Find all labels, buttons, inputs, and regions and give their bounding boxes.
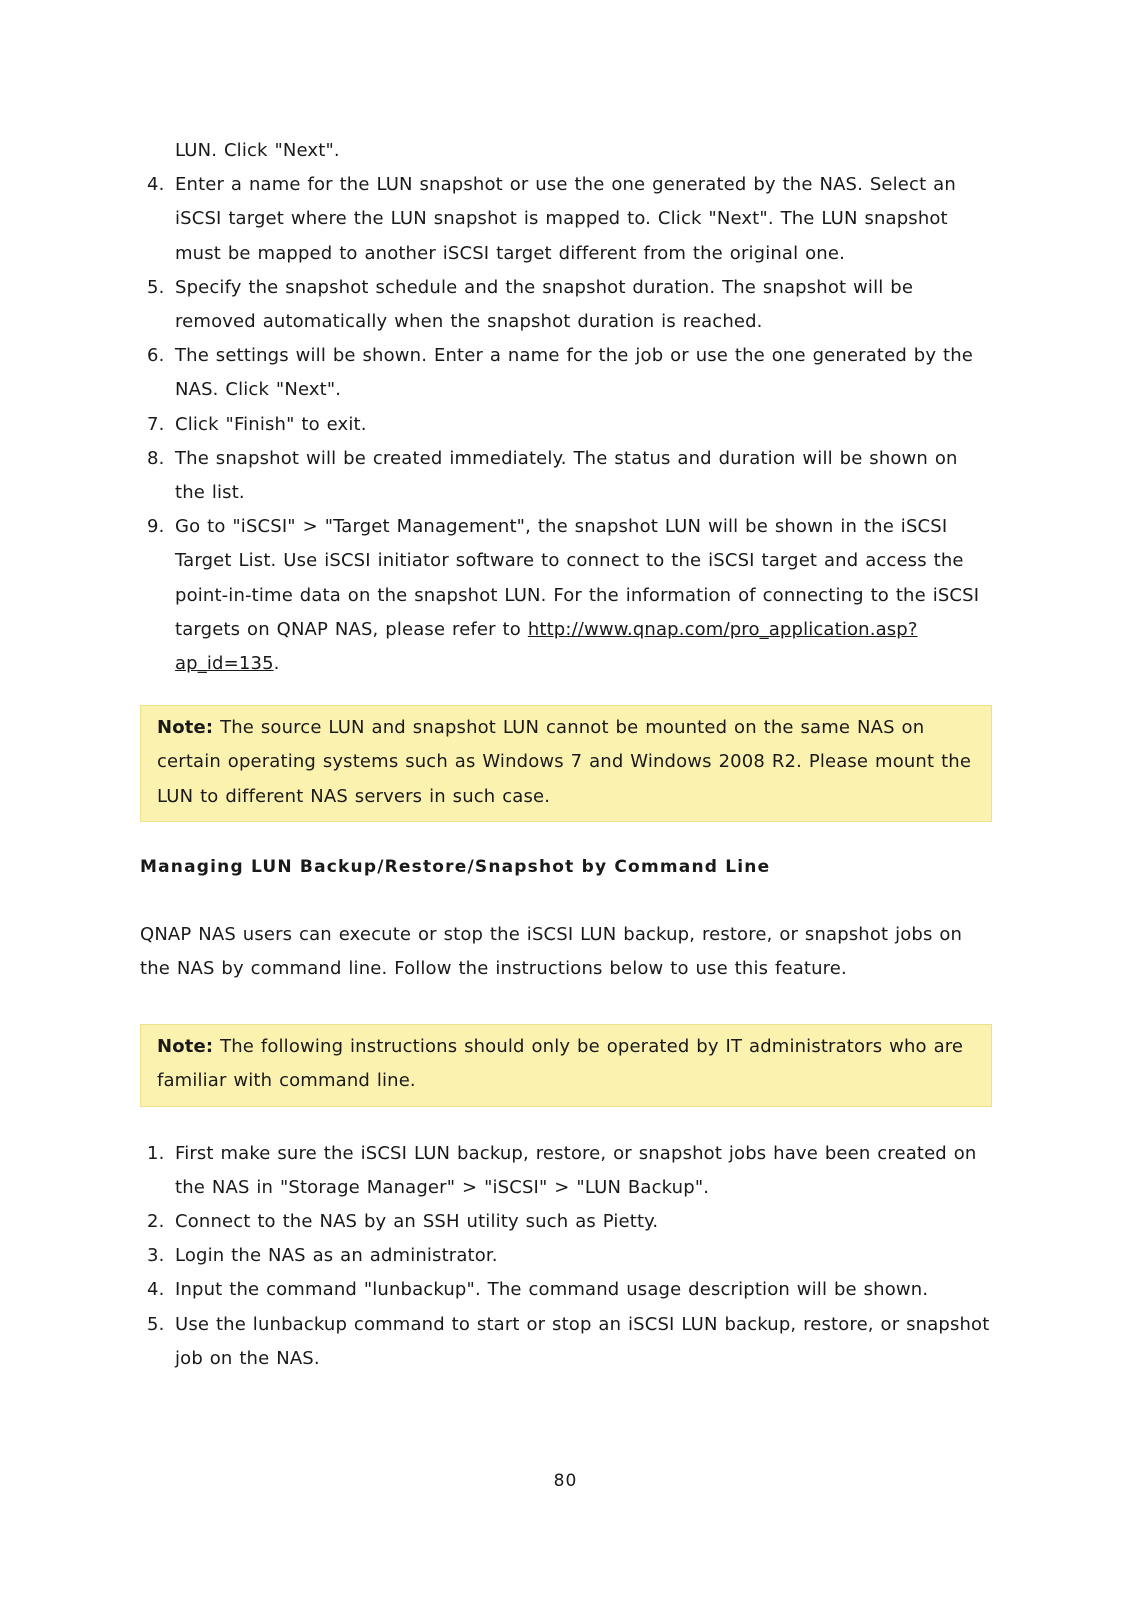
list-item-continuation	[140, 134, 992, 168]
list-item-step-3	[140, 1239, 992, 1273]
list-item-step-6	[140, 339, 992, 407]
step-text-end: .	[273, 653, 280, 675]
step-number: 4.	[147, 1279, 165, 1301]
note-box-admin	[140, 1024, 992, 1106]
note-text: The source LUN and snapshot LUN cannot be mounted on the same NAS on certain operating systems such as Windows 7 and Windows 2008 R2. Please mount the LUN to different NAS servers in such case.	[157, 717, 972, 807]
note-box-mount	[140, 705, 992, 822]
step-text: Enter a name for the LUN snapshot or use the one generated by the NAS. Select an iSCSI target where the LUN snapshot is mapped to. Click "Next". The LUN snapshot must be mapped to another iSCSI target different from the original one.	[175, 174, 956, 264]
list-item-step-1	[140, 1137, 992, 1205]
intro-paragraph: QNAP NAS users can execute or stop the iSCSI LUN backup, restore, or snapshot jobs on the NAS by command line. Follow the instructions below to use this feature.	[140, 923, 963, 980]
step-number: 9.	[147, 516, 165, 538]
step-text: The settings will be shown. Enter a name for the job or use the one generated by the NAS. Click "Next".	[175, 345, 974, 401]
step-text: The snapshot will be created immediately. The status and duration will be shown on the list.	[175, 447, 958, 504]
bottom-steps-list	[140, 1137, 992, 1376]
step-text: Click "Finish" to exit.	[175, 413, 367, 435]
list-item-step-4	[140, 168, 992, 271]
step-number: 4.	[147, 174, 165, 196]
list-item-step-7	[140, 408, 992, 442]
step-number: 8.	[147, 447, 165, 469]
step-text: Use the lunbackup command to start or stop an iSCSI LUN backup, restore, or snapshot job on the NAS.	[175, 1313, 990, 1369]
step-number: 5.	[147, 276, 165, 298]
page-content	[140, 134, 992, 1376]
step-number: 7.	[147, 413, 165, 435]
step-number: 2.	[147, 1211, 165, 1233]
step-text: Connect to the NAS by an SSH utility such as Pietty.	[175, 1211, 659, 1233]
step-number: 1.	[147, 1142, 165, 1164]
qnap-application-link[interactable]: http://www.qnap.com/pro_application.asp?ap_id=135	[175, 618, 918, 675]
list-item-step-5	[140, 1308, 992, 1376]
step-text: Specify the snapshot schedule and the snapshot duration. The snapshot will be removed automatically when the snapshot duration is reached.	[175, 276, 914, 333]
step-text: Input the command "lunbackup". The command usage description will be shown.	[175, 1279, 929, 1301]
list-item-step-4	[140, 1273, 992, 1307]
step-number: 3.	[147, 1245, 165, 1267]
step-text: LUN. Click "Next".	[175, 140, 340, 161]
note-label: Note:	[157, 1036, 214, 1058]
list-item-step-5	[140, 271, 992, 339]
note-text: The following instructions should only be operated by IT administrators who are familiar with command line.	[157, 1036, 964, 1092]
step-number: 5.	[147, 1313, 165, 1335]
list-item-step-9	[140, 510, 992, 681]
top-steps-list	[140, 134, 992, 681]
step-text: First make sure the iSCSI LUN backup, restore, or snapshot jobs have been created on the NAS in "Storage Manager" > "iSCSI" > "LUN Backup".	[175, 1142, 977, 1198]
list-item-step-8	[140, 442, 992, 510]
note-label: Note:	[157, 717, 214, 739]
step-number: 6.	[147, 345, 165, 367]
list-item-step-2	[140, 1205, 992, 1239]
section-heading: Managing LUN Backup/Restore/Snapshot by Command Line	[140, 856, 771, 877]
page-number: 80	[553, 1471, 578, 1491]
step-text: Login the NAS as an administrator.	[175, 1245, 498, 1267]
step-text: Go to "iSCSI" > "Target Management", the snapshot LUN will be shown in the iSCSI Target List. Use iSCSI initiator software to connect to the iSCSI target and access the point-in-time data on the snapshot LUN. For the information of connecting to the iSCSI targets on QNAP NAS, please refer to	[175, 516, 980, 640]
